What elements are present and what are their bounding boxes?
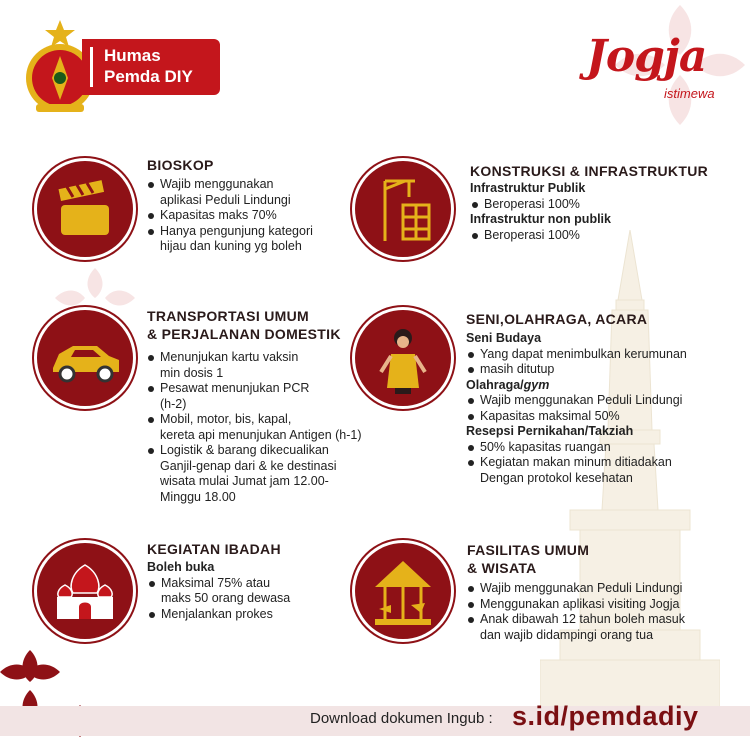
list-item: Kapasitas maks 70%: [146, 208, 346, 224]
list-item-cont: wisata mulai Jumat jam 12.00-: [160, 474, 329, 488]
list-item: Menjalankan prokes: [147, 607, 347, 623]
sub-heading: Seni Budaya: [466, 331, 542, 345]
org-badge: [82, 39, 220, 95]
brand-tagline: istimewa: [664, 86, 715, 101]
title-line: FASILITAS UMUM: [467, 542, 590, 558]
construction-crane-icon: [355, 161, 451, 257]
carousel-icon: [355, 543, 451, 639]
brand-logo-jogja: Jogja: [586, 31, 707, 82]
list-item: Kegiatan makan minum ditiadakan: [466, 455, 726, 471]
list-item: Wajib menggunakan: [146, 177, 346, 193]
sub-heading: Boleh buka: [147, 560, 215, 574]
footer-download-link[interactable]: s.id/pemdadiy: [512, 701, 699, 731]
title-line: TRANSPORTASI UMUM: [147, 308, 309, 324]
list-item: Beroperasi 100%: [470, 228, 710, 244]
list-item: 50% kapasitas ruangan: [466, 440, 726, 456]
section-title-fasilitas: [467, 541, 589, 577]
list-item: Wajib menggunakan Peduli Lindungi: [466, 393, 726, 409]
org-name-line2: Pemda DIY: [104, 67, 193, 86]
list-item-cont: aplikasi Peduli Lindungi: [160, 192, 291, 207]
list-item: Maksimal 75% atau: [147, 576, 347, 592]
list-item: Yang dapat menimbulkan kerumunan: [466, 347, 726, 363]
section-body-seni: [466, 331, 726, 486]
section-title-seni: SENI,OLAHRAGA, ACARA: [466, 311, 648, 327]
list-item: Anak dibawah 12 tahun boleh masuk: [466, 612, 726, 628]
car-icon: [37, 310, 133, 406]
badge-divider: [90, 47, 93, 87]
list-item-cont: hijau dan kuning yg boleh: [160, 239, 302, 253]
list-item-cont: (h-2): [160, 396, 187, 411]
sub-heading: Infrastruktur Publik: [470, 181, 586, 195]
cinema-icon: [37, 161, 133, 257]
list-item-cont: Minggu 18.00: [160, 489, 236, 504]
sub-heading-text: Olahraga/: [466, 377, 524, 392]
list-item: Pesawat menunjukan PCR: [146, 381, 396, 397]
list-item-cont: maks 50 orang dewasa: [161, 591, 291, 605]
section-body-ibadah: [147, 560, 347, 622]
sub-heading: Infrastruktur non publik: [470, 212, 611, 226]
dancer-icon: [355, 310, 451, 406]
section-title-konstruksi: KONSTRUKSI & INFRASTRUKTUR: [470, 163, 709, 179]
list-item: Hanya pengunjung kategori: [146, 224, 346, 240]
list-item-cont: min dosis 1: [160, 365, 224, 380]
list-item: Beroperasi 100%: [470, 197, 710, 213]
list-item-cont: kereta api menunjukan Antigen (h-1): [160, 427, 362, 442]
list-item-cont: dan wajib didampingi orang tua: [480, 627, 654, 642]
sub-heading: Resepsi Pernikahan/Takziah: [466, 424, 634, 438]
list-item: Menggunakan aplikasi visiting Jogja: [466, 597, 726, 613]
org-name-line1: Humas: [104, 46, 161, 65]
list-item: Wajib menggunakan Peduli Lindungi: [466, 581, 726, 597]
list-item: Logistik & barang dikecualikan: [146, 443, 396, 459]
list-item: masih ditutup: [466, 362, 726, 378]
section-title-bioskop: BIOSKOP: [147, 157, 214, 173]
title-line: & WISATA: [467, 560, 537, 576]
section-body-fasilitas: [466, 581, 726, 643]
list-item-cont: Ganjil-genap dari & ke destinasi: [160, 458, 337, 473]
list-item: Kapasitas maksimal 50%: [466, 409, 726, 425]
mosque-icon: [37, 543, 133, 639]
section-title-ibadah: KEGIATAN IBADAH: [147, 541, 281, 557]
sub-heading-italic: gym: [523, 377, 550, 392]
section-body-konstruksi: [470, 181, 710, 243]
title-line: & PERJALANAN DOMESTIK: [147, 326, 341, 342]
sub-heading: [466, 378, 726, 394]
list-item: Mobil, motor, bis, kapal,: [146, 412, 396, 428]
list-item: Menunjukan kartu vaksin: [146, 350, 396, 366]
section-title-transportasi: [147, 307, 341, 343]
list-item-cont: Dengan protokol kesehatan: [480, 470, 633, 485]
section-body-bioskop: [146, 177, 346, 255]
footer-download-label: Download dokumen Ingub :: [310, 710, 493, 727]
